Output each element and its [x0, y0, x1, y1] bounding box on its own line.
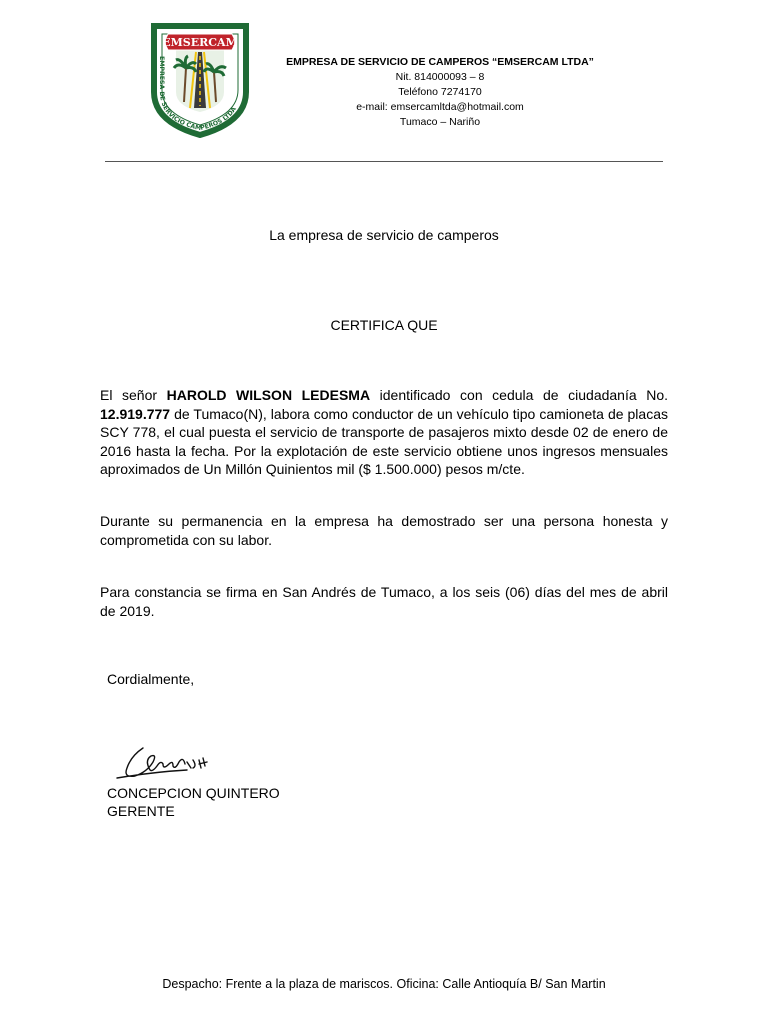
- signer-name: CONCEPCION QUINTERO: [107, 785, 280, 801]
- logo-ring-text: EMPRESA DE SERVICIO CAMPEROS LTDA: [157, 56, 238, 133]
- intro-line: La empresa de servicio de camperos: [269, 227, 499, 243]
- certifica-heading: CERTIFICA QUE: [330, 317, 438, 333]
- p1-text-b: identificado con cedula de ciudadanía No.: [370, 387, 669, 403]
- certification-paragraph: [100, 386, 668, 479]
- signer-title: GERENTE: [107, 802, 175, 819]
- company-city: Tumaco – Nariño: [399, 116, 481, 128]
- p1-text-c: de Tumaco(N), labora como conductor de un vehículo tipo camioneta de placas SCY 778, el cual puesta el servicio de transporte de pasajeros mixto desde 02 de enero de 2016 hasta la fecha. Por la explotación de este servicio obtiene unos ingresos mensuales aproximados de Un Millón Quinientos mil ($ 1.500.000) pesos m/cte.: [100, 405, 668, 478]
- footer-address: Despacho: Frente a la plaza de mariscos. Oficina: Calle Antioquía B/ San Martin: [162, 977, 606, 991]
- company-name: EMPRESA DE SERVICIO DE CAMPEROS “EMSERCAM LTDA”: [286, 56, 594, 68]
- header-divider: [105, 161, 663, 162]
- salutation: Cordialmente,: [107, 671, 195, 687]
- company-phone: Teléfono 7274170: [398, 86, 482, 98]
- company-email: e-mail: emsercamltda@hotmail.com: [356, 101, 524, 113]
- handwritten-signature: [113, 742, 213, 784]
- company-nit: Nit. 814000093 – 8: [395, 71, 485, 83]
- company-logo: [150, 22, 250, 138]
- constancia-paragraph: Para constancia se firma en San Andrés de Tumaco, a los seis (06) días del mes de abril de 2019.: [100, 584, 668, 619]
- employee-name: HAROLD WILSON LEDESMA: [166, 387, 371, 403]
- logo-banner-text: EMSERCAM: [162, 36, 238, 49]
- p1-text-a: El señor: [100, 387, 167, 403]
- employee-id: 12.919.777: [100, 405, 171, 422]
- conduct-paragraph: Durante su permanencia en la empresa ha demostrado ser una persona honesta y comprometida con su labor.: [100, 513, 668, 548]
- letterhead-info: [240, 55, 640, 130]
- signer-block: [107, 785, 280, 820]
